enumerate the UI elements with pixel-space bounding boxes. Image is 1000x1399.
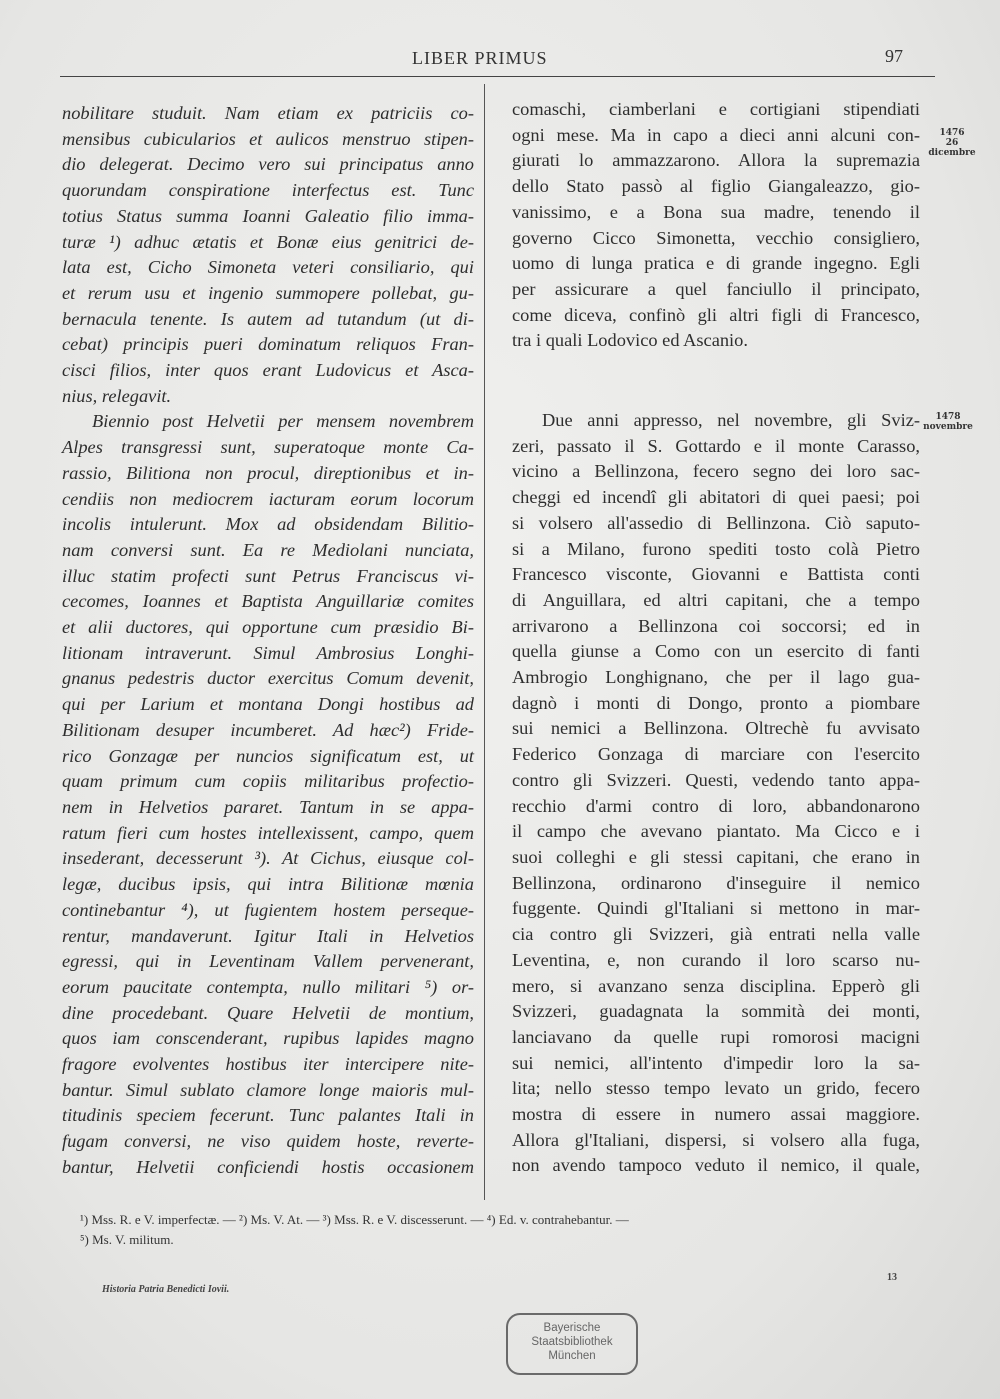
stamp-line: München [548,1350,596,1362]
stamp-line: Staatsbibliothek [531,1336,613,1348]
text-line: dine procedebant. Quare Helvetii de montium, [62,1002,474,1023]
text-line: titudinis speciem fecerunt. Tunc palantes Itali in [62,1105,474,1126]
text-line: Allora gl'Italiani, dispersi, si volsero alla fuga, [512,1129,920,1150]
text-line: arrivarono a Bellinzona coi soccorsi; ed in [512,615,920,636]
text-line: mero, si avanzano senza disciplina. Epperò gli [512,975,920,996]
margin-note-date [918,412,978,432]
text-line: Alpes transgressi sunt, superatoque monte Ca- [62,437,474,458]
text-line: ratum fieri cum hostes intellexissent, campo, quem [62,822,474,843]
footnote-line: ¹) Mss. R. e V. imperfectæ. — ²) Ms. V. At. — ³) Mss. R. e V. discesserunt. — ⁴) Ed. v. contrahebantur. — [80,1212,629,1227]
text-line: per assicurare a quel fanciullo il principato, [512,278,920,299]
text-line: quella giunse a Como con un esercito di fanti [512,641,920,662]
italian-paragraph-2 [512,408,920,1179]
text-line: il campo che avevano piantato. Ma Cicco e i [512,821,920,842]
margin-note-year: 1476 [939,128,965,138]
text-line: Due anni appresso, nel novembre, gli Sviz- [542,410,920,431]
italian-paragraph-1 [512,97,920,354]
text-line: et alii ductores, qui opportune cum præsidio Bi- [62,617,474,638]
text-line: cecomes, Ioannes et Baptista Anguillariæ comites [62,591,474,612]
text-line: qui per Larium et montana Dongi hostibus ad [62,694,474,715]
running-title: LIBER PRIMUS [412,48,548,68]
text-line: nobilitare studuit. Nam etiam ex patriciis co- [62,103,474,123]
text-line: Bellinzona, ordinarono d'inseguire il nemico [512,872,920,893]
text-line: di Anguillara, ed altri capitani, che a tempo [512,589,920,610]
text-line: sui nemici a Bellinzona. Oltrechè fu avvisato [512,718,920,739]
text-line: nius, relegavit. [62,385,172,406]
text-line: cisci filios, inter quos erant Ludovicus et Asca- [62,360,474,381]
text-line: recchio d'armi contro di loro, abbandonarono [512,795,920,816]
footnote-line: ⁵) Ms. V. militum. [80,1232,174,1247]
text-line: rassio, Bilitiona non procul, direptionibus et in- [62,462,474,483]
text-line: turæ ¹) adhuc ætatis et Bonæ eius genitrici de- [62,231,474,252]
latin-paragraph-1 [62,101,474,409]
text-line: bernacula tenente. Is autem ad tutandum (ut di- [62,308,474,329]
text-line: Svizzeri, guadagnata la sommità dei monti, [512,1001,920,1022]
column-divider [484,84,485,1200]
text-line: si volsero all'assedio di Bellinzona. Ciò saputo- [512,512,920,533]
text-line: legæ, ducibus ipsis, qui intra Bilitionæ mœnia [62,874,474,895]
italian-column [512,97,920,1179]
text-line: lata est, Cicho Simoneta veteri consiliario, qui [62,257,474,278]
text-line: egressi, qui in Leventinam Vallem pervenerant, [62,951,474,972]
latin-paragraph-2 [62,409,474,1180]
text-line: continebantur ⁴), ut fugientem hostem perseque- [62,899,474,920]
text-line: contro gli Svizzeri. Questi, vedendo tanto appa- [512,769,920,790]
text-line: Ambrogio Longhignano, che per il lago gua- [512,667,920,688]
text-line: rentur, mandaverunt. Igitur Itali in Helvetios [62,925,474,946]
library-stamp [506,1313,638,1375]
text-line: gnanus pedestris ductor exercitus Comum devenit, [62,668,474,689]
text-line: lita; nello stesso tempo levato un grido, fecero [512,1078,920,1099]
text-line: Leventina, e, non curando il loro scarso nu- [512,949,920,970]
text-line: totius Status summa Ioanni Galeatio filio imma- [62,205,474,226]
text-line: governo Cicco Simonetta, vecchio consigliero, [512,227,920,248]
text-line: ogni mese. Ma in capo a dieci anni alcuni con- [512,124,920,145]
text-line: et rerum usu et ingenio summopere pollebat, gu- [62,282,474,303]
text-line: quos iam conscenderant, rupibus lapides magno [62,1028,474,1049]
text-line: lanciavano da quelle rupi romorosi macigni [512,1026,920,1047]
text-line: eorum paucitate contempta, nullo militari ⁵) or- [62,976,474,997]
latin-column [62,101,474,1181]
paragraph-gap [512,354,920,408]
text-line: fragore evolventes hostibus iter intercipere nite- [62,1054,474,1075]
margin-note-year: 1478 [935,412,961,422]
text-line: vanissimo, e a Bona sua madre, tenendo il [512,201,920,222]
text-line: bantur, Helvetii conficiendi hostis occasionem [62,1156,474,1177]
text-line: incolis intulerunt. Mox ad obsidendam Bilitio- [62,514,474,535]
running-head [0,46,970,76]
text-line: illuc statim profecti sunt Petrus Franciscus vi- [62,565,474,586]
text-line: cendiis non mediocrem iacturam eorum locorum [62,488,474,509]
text-line: suoi colleghi e gli stessi capitani, che erano in [512,846,920,867]
text-line: si a Milano, furono spediti tosto colà Pietro [512,538,920,559]
text-line: come diceva, confinò gli altri figli di Francesco, [512,304,920,325]
text-line: nam conversi sunt. Ea re Mediolani nunciata, [62,539,474,560]
text-line: Bilitionam desuper incumberet. Ad hæc²) Fride- [62,719,474,740]
footnotes [80,1210,930,1250]
text-line: quam primum cum copiis militaribus profectio- [62,771,474,792]
text-line: Francesco visconte, Giovanni e Battista conti [512,564,920,585]
signature-mark: Historia Patria Benedicti Iovii. [102,1284,230,1295]
text-line: sui nemici, all'intento d'impedir loro la sa- [512,1052,920,1073]
text-line: cebat) principis pueri dominatum reliquos Fran- [62,334,474,355]
text-line: insederant, decesserunt ³). At Cichus, eiusque col- [62,848,474,869]
text-line: dagnò i monti di Dongo, pronto a piombare [512,692,920,713]
text-line: dello Stato passò al figlio Giangaleazzo, gio- [512,176,920,197]
text-line: cia contro gli Svizzeri, già entrati nella valle [512,924,920,945]
text-line: rico Gonzagæ per nuncios significatum est, ut [62,745,474,766]
text-line: quorundam conspiratione interfectus est. Tunc [62,180,474,201]
stamp-line: Bayerische [543,1322,601,1334]
text-line: nem in Helvetios pararet. Tantum in se appa- [62,796,474,817]
text-line: Federico Gonzaga di marciare con l'esercito [512,744,920,765]
signature-number: 13 [887,1272,897,1283]
text-line: fugam conversi, ne viso quidem hoste, reverte- [62,1131,474,1152]
text-line: zeri, passato il S. Gottardo e il monte Carasso, [512,435,920,456]
text-line: comaschi, ciamberlani e cortigiani stipendiati [512,99,920,119]
header-rule [60,76,935,77]
text-line: bantur. Simul sublato clamore longe maioris mul- [62,1079,474,1100]
text-line: fuggente. Quindi gl'Italiani si mettono in mar- [512,898,920,919]
margin-note-date [922,128,982,158]
text-line: mensibus cubicularios et aulicos menstruo stipen- [62,128,474,149]
text-line: dio delegerat. Decimo vero sui principatus anno [62,154,474,175]
page-number: 97 [885,46,903,66]
text-line: litionam intraverunt. Simul Ambrosius Longhi- [62,642,474,663]
text-line: giurati lo ammazzarono. Allora la supremazia [512,150,920,171]
text-line: uomo di lunga pratica e di grande ingegno. Egli [512,253,920,274]
text-line: non avendo tampoco veduto il nemico, il quale, [512,1155,920,1176]
text-line: mostra di essere in numero assai maggiore. [512,1104,920,1125]
text-line: vicino a Bellinzona, fecero segno dei loro sac- [512,461,920,482]
margin-note-day: 26 dicembre [928,138,976,158]
text-line: cheggi ed incendî gli abitatori di quei paesi; poi [512,487,920,508]
text-line: tra i quali Lodovico ed Ascanio. [512,330,748,351]
text-line: Biennio post Helvetii per mensem novembrem [92,411,474,432]
margin-note-day: novembre [923,422,973,432]
